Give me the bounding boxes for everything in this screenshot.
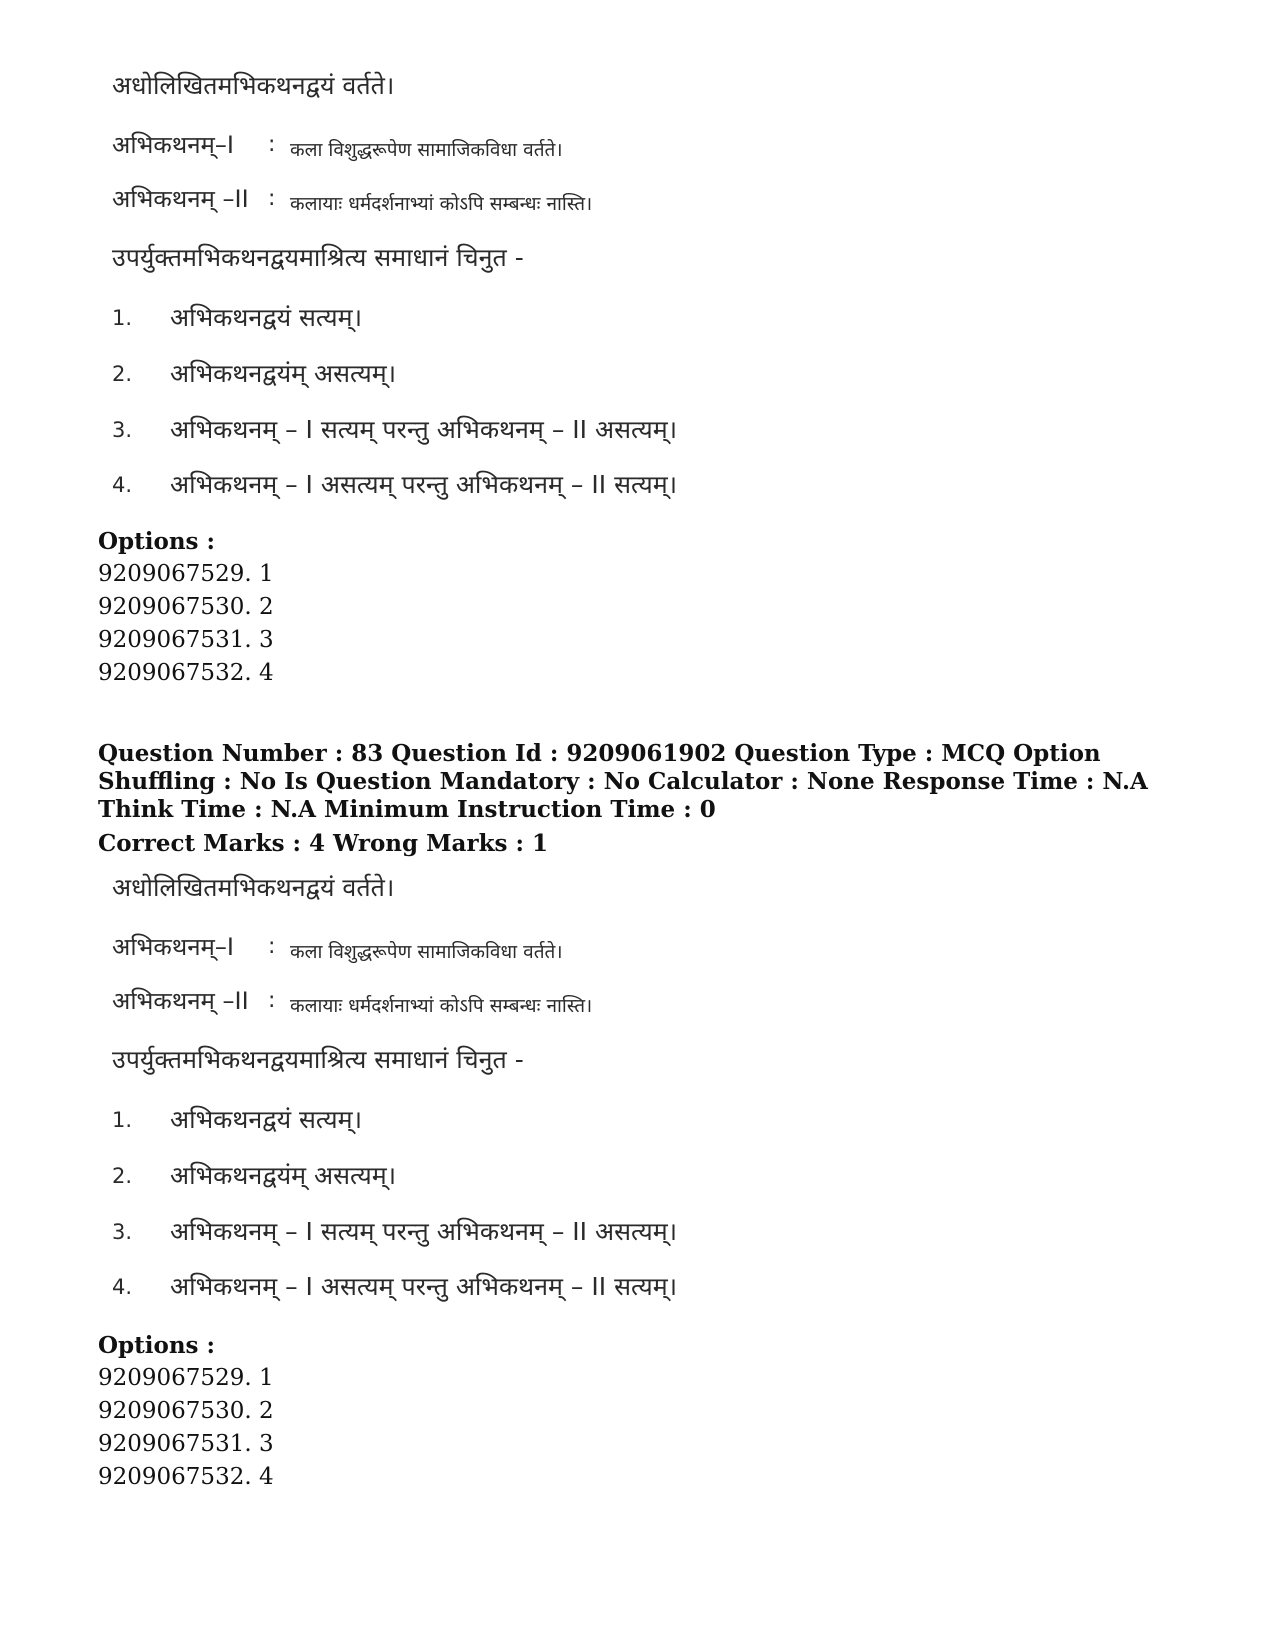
question-intro: अधोलिखितमभिकथनद्वयं वर्तते।: [112, 71, 395, 100]
option-item: 9209067531. 3: [98, 627, 274, 653]
statement-2-colon: :: [268, 186, 276, 211]
choice-number: 2.: [112, 1164, 133, 1188]
choice-text: अभिकथनम् – I सत्यम् परन्तु अभिकथनम् – II असत्यम्।: [170, 415, 678, 444]
choice-text: अभिकथनम् – I सत्यम् परन्तु अभिकथनम् – II असत्यम्।: [170, 1217, 678, 1246]
option-item: 9209067532. 4: [98, 660, 274, 686]
question-image-2: [0, 860, 1275, 1340]
choice-number: 4.: [112, 1275, 133, 1299]
question-prompt: उपर्युक्तमभिकथनद्वयमाश्रित्य समाधानं चिनुत -: [112, 1045, 524, 1074]
statement-1-colon: :: [268, 132, 276, 157]
option-item: 9209067530. 2: [98, 1398, 274, 1424]
option-item: 9209067531. 3: [98, 1431, 274, 1457]
question-meta: Question Number : 83 Question Id : 9209061902 Question Type : MCQ Option Shuffling : No Is Question Mandatory : No Calculator : None Response Time : N.A Think Time : N.A Minimum Instruction Time : 0: [98, 740, 1148, 823]
statement-1-label: अभिकथनम्–I: [112, 131, 234, 159]
choice-number: 3.: [112, 1220, 133, 1244]
statement-1-text: कला विशुद्धरूपेण सामाजिकविधा वर्तते।: [290, 139, 563, 161]
statement-2-colon: :: [268, 988, 276, 1013]
choice-text: अभिकथनद्वयंम् असत्यम्।: [170, 359, 397, 388]
options-title: Options :: [98, 1332, 215, 1359]
statement-2-text: कलायाः धर्मदर्शनाभ्यां कोऽपि सम्बन्धः नास्ति।: [290, 193, 593, 215]
choice-number: 1.: [112, 306, 133, 330]
choice-number: 4.: [112, 473, 133, 497]
choice-number: 3.: [112, 418, 133, 442]
statement-1-label: अभिकथनम्–I: [112, 933, 234, 961]
question-intro: अधोलिखितमभिकथनद्वयं वर्तते।: [112, 873, 395, 902]
statement-1-text: कला विशुद्धरूपेण सामाजिकविधा वर्तते।: [290, 941, 563, 963]
statement-1-colon: :: [268, 934, 276, 959]
question-prompt: उपर्युक्तमभिकथनद्वयमाश्रित्य समाधानं चिनुत -: [112, 243, 524, 272]
choice-number: 1.: [112, 1108, 133, 1132]
option-item: 9209067529. 1: [98, 561, 274, 587]
question-marks: Correct Marks : 4 Wrong Marks : 1: [98, 830, 548, 857]
choice-number: 2.: [112, 362, 133, 386]
statement-2-label: अभिकथनम् –II: [112, 987, 249, 1015]
choice-text: अभिकथनम् – I असत्यम् परन्तु अभिकथनम् – II सत्यम्।: [170, 470, 678, 499]
options-title: Options :: [98, 528, 215, 555]
choice-text: अभिकथनद्वयं सत्यम्।: [170, 1105, 363, 1134]
choice-text: अभिकथनद्वयं सत्यम्।: [170, 303, 363, 332]
choice-text: अभिकथनद्वयंम् असत्यम्।: [170, 1161, 397, 1190]
statement-2-text: कलायाः धर्मदर्शनाभ्यां कोऽपि सम्बन्धः नास्ति।: [290, 995, 593, 1017]
choice-text: अभिकथनम् – I असत्यम् परन्तु अभिकथनम् – II सत्यम्।: [170, 1272, 678, 1301]
statement-2-label: अभिकथनम् –II: [112, 185, 249, 213]
option-item: 9209067532. 4: [98, 1464, 274, 1490]
question-image-1: [0, 0, 1275, 520]
option-item: 9209067529. 1: [98, 1365, 274, 1391]
option-item: 9209067530. 2: [98, 594, 274, 620]
